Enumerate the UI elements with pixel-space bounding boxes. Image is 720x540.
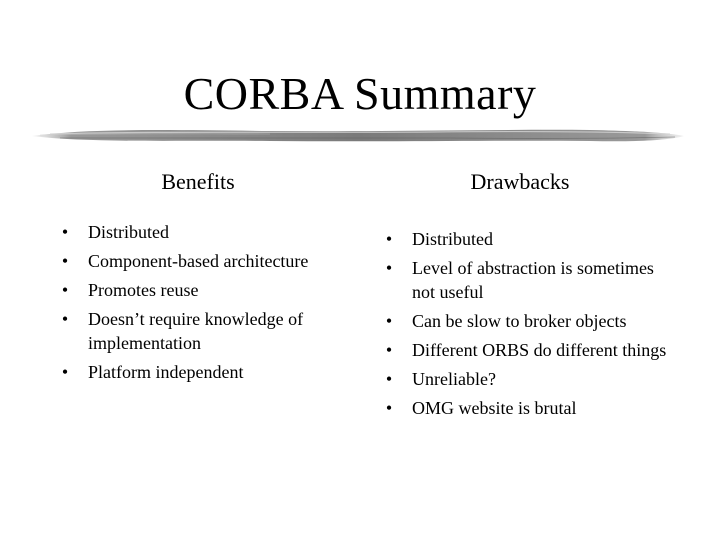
list-item [56,307,356,355]
list-item [56,249,356,273]
list-item [380,396,680,420]
list-item [380,338,680,362]
benefits-heading: Benefits [161,169,235,194]
bullet-icon: • [61,280,69,300]
benefit-text: Distributed [88,222,169,242]
benefit-text: Doesn’t require knowledge of implementation [88,309,304,353]
list-item [380,256,680,304]
slide-title: CORBA Summary [183,68,537,119]
drawback-text: Distributed [412,229,493,249]
list-item [56,220,356,244]
bullet-icon: • [385,229,393,249]
bullet-icon: • [385,369,393,389]
drawback-text: Can be slow to broker objects [412,311,627,331]
title-underline-brush [30,122,686,148]
benefit-text: Component-based architecture [88,251,309,271]
benefit-text: Promotes reuse [88,280,199,300]
drawback-text: Different ORBS do different things [412,340,667,360]
list-item [380,367,680,391]
list-item [380,227,680,251]
drawbacks-list [380,227,680,425]
bullet-icon: • [61,309,69,329]
list-item [56,360,356,384]
benefits-list [56,220,356,389]
bullet-icon: • [61,222,69,242]
bullet-icon: • [61,362,69,382]
list-item [380,309,680,333]
bullet-icon: • [385,398,393,418]
bullet-icon: • [385,340,393,360]
drawback-text: Unreliable? [412,369,496,389]
bullet-icon: • [385,258,393,278]
bullet-icon: • [61,251,69,271]
drawback-text: OMG website is brutal [412,398,577,418]
drawbacks-heading: Drawbacks [470,169,570,194]
list-item [56,278,356,302]
bullet-icon: • [385,311,393,331]
benefit-text: Platform independent [88,362,244,382]
drawback-text: Level of abstraction is sometimes not useful [412,258,654,302]
